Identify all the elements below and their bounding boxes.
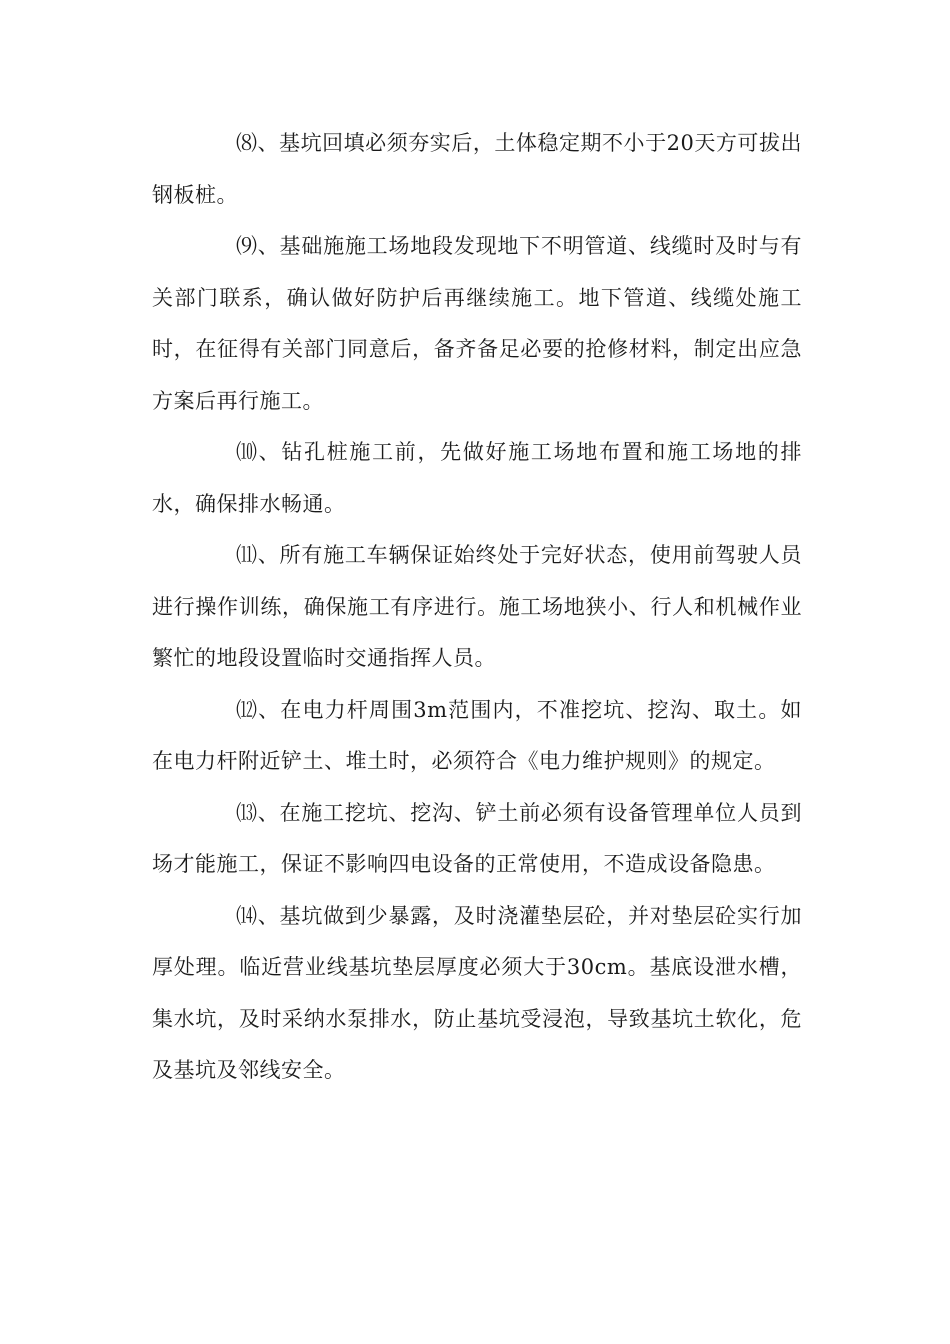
paragraph-item-14: ⒁、基坑做到少暴露，及时浇灌垫层砼，并对垫层砼实行加厚处理。临近营业线基坑垫层厚度必须大于30cm。基底设泄水槽，集水坑，及时采纳水泵排水，防止基坑受浸泡，导致基坑土软化，危及基坑及邻线安全。 xyxy=(152,903,802,1082)
paragraph-item-12: ⑿、在电力杆周围3m范围内，不准挖坑、挖沟、取土。如在电力杆附近铲土、堆土时，必须符合《电力维护规则》的规定。 xyxy=(152,697,802,773)
paragraph-item-9: ⑼、基础施施工场地段发现地下不明管道、线缆时及时与有关部门联系，确认做好防护后再继续施工。地下管道、线缆处施工时，在征得有关部门同意后，备齐备足必要的抢修材料，制定出应急方案后再行施工。 xyxy=(152,234,802,413)
paragraph-item-10: ⑽、钻孔桩施工前，先做好施工场地布置和施工场地的排水，确保排水畅通。 xyxy=(152,440,802,516)
paragraph-item-11: ⑾、所有施工车辆保证始终处于完好状态，使用前驾驶人员进行操作训练，确保施工有序进行。施工场地狭小、行人和机械作业繁忙的地段设置临时交通指挥人员。 xyxy=(152,543,802,670)
paragraph-item-8: ⑻、基坑回填必须夯实后，土体稳定期不小于20天方可拔出钢板桩。 xyxy=(152,131,802,207)
paragraph-item-13: ⒀、在施工挖坑、挖沟、铲土前必须有设备管理单位人员到场才能施工，保证不影响四电设备的正常使用，不造成设备隐患。 xyxy=(152,800,802,876)
document-body xyxy=(152,118,802,1097)
